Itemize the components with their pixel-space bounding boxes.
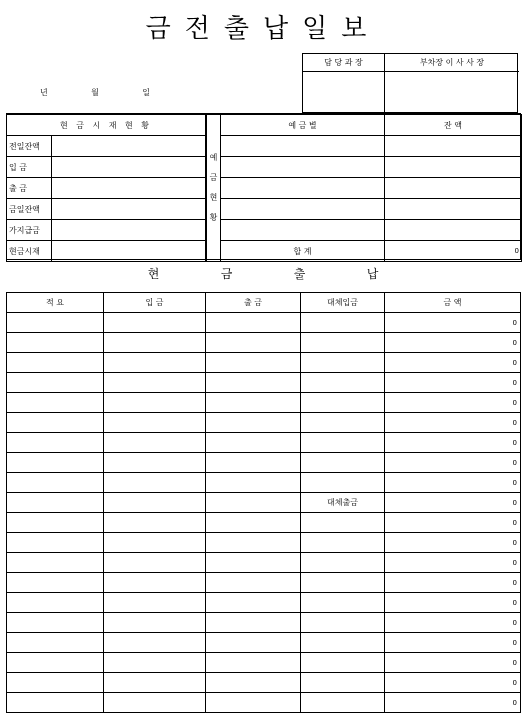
cash-row-label: 출 금	[7, 178, 52, 199]
payment-cell[interactable]	[206, 633, 301, 653]
table-row	[7, 333, 521, 353]
receipt-cell[interactable]	[104, 373, 206, 393]
amount-cell: 0	[385, 633, 521, 653]
payment-cell[interactable]	[206, 573, 301, 593]
table-row	[7, 513, 521, 533]
cashbook-body	[7, 313, 521, 713]
amount-cell: 0	[385, 593, 521, 613]
payment-cell[interactable]	[206, 413, 301, 433]
receipt-cell[interactable]	[104, 453, 206, 473]
approval-box	[302, 53, 518, 113]
receipt-cell[interactable]	[104, 393, 206, 413]
approval-sign-left[interactable]	[303, 72, 385, 114]
table-row	[7, 373, 521, 393]
description-cell[interactable]	[7, 533, 104, 553]
cash-row-label: 전일잔액	[7, 136, 52, 157]
transfer-cell[interactable]	[301, 453, 385, 473]
cash-row-value[interactable]	[52, 220, 206, 241]
transfer-cell[interactable]	[301, 313, 385, 333]
cashbook-title-char: 납	[366, 267, 379, 281]
deposit-kind-cell[interactable]	[221, 220, 385, 241]
page-title: 금전출납일보	[145, 14, 381, 44]
date-month-label: 월	[91, 88, 99, 97]
description-cell[interactable]	[7, 573, 104, 593]
deposit-side-label: 예 금 현 황	[207, 115, 221, 262]
transfer-cell[interactable]	[301, 693, 385, 713]
table-row	[7, 493, 521, 513]
description-cell[interactable]	[7, 433, 104, 453]
table-row	[7, 313, 521, 333]
description-cell[interactable]	[7, 313, 104, 333]
table-row	[7, 393, 521, 413]
description-cell[interactable]	[7, 633, 104, 653]
amount-cell: 0	[385, 533, 521, 553]
payment-cell[interactable]	[206, 673, 301, 693]
table-row	[7, 693, 521, 713]
cashbook-title-char: 금	[220, 267, 233, 281]
deposit-balance-cell[interactable]	[385, 136, 522, 157]
cash-status-table	[6, 114, 206, 262]
payment-cell[interactable]	[206, 553, 301, 573]
table-row	[7, 433, 521, 453]
amount-cell: 0	[385, 393, 521, 413]
col-header-amount: 금 액	[385, 293, 521, 313]
amount-cell: 0	[385, 473, 521, 493]
date-year-label: 년	[40, 88, 48, 97]
col-header-payments: 출 금	[206, 293, 301, 313]
payment-cell[interactable]	[206, 393, 301, 413]
payment-cell[interactable]	[206, 493, 301, 513]
amount-cell: 0	[385, 653, 521, 673]
transfer-cell[interactable]	[301, 353, 385, 373]
amount-cell: 0	[385, 573, 521, 593]
payment-cell[interactable]	[206, 613, 301, 633]
payment-cell[interactable]	[206, 373, 301, 393]
description-cell[interactable]	[7, 453, 104, 473]
transfer-cell[interactable]	[301, 473, 385, 493]
receipt-cell[interactable]	[104, 573, 206, 593]
table-row	[7, 413, 521, 433]
deposit-kind-cell[interactable]	[221, 136, 385, 157]
approval-header-left: 담 당 과 장	[303, 54, 385, 72]
cash-row-label: 가지급금	[7, 220, 52, 241]
deposit-balance-cell[interactable]	[385, 178, 522, 199]
cash-row-label: 현금시재	[7, 241, 52, 262]
transfer-cell[interactable]	[301, 573, 385, 593]
amount-cell: 0	[385, 333, 521, 353]
table-row	[7, 613, 521, 633]
transfer-cell[interactable]	[301, 653, 385, 673]
deposit-balance-cell[interactable]	[385, 199, 522, 220]
transfer-cell[interactable]	[301, 633, 385, 653]
amount-cell: 0	[385, 513, 521, 533]
description-cell[interactable]	[7, 353, 104, 373]
col-header-transfer-in: 대체입금	[301, 293, 385, 313]
receipt-cell[interactable]	[104, 493, 206, 513]
table-row	[7, 593, 521, 613]
cashbook-title-char: 현	[147, 267, 160, 281]
transfer-cell[interactable]	[301, 553, 385, 573]
amount-cell: 0	[385, 433, 521, 453]
amount-cell: 0	[385, 413, 521, 433]
payment-cell[interactable]	[206, 453, 301, 473]
amount-cell: 0	[385, 553, 521, 573]
col-header-description: 적 요	[7, 293, 104, 313]
transfer-cell[interactable]	[301, 673, 385, 693]
receipt-cell[interactable]	[104, 333, 206, 353]
receipt-cell[interactable]	[104, 313, 206, 333]
receipt-cell[interactable]	[104, 353, 206, 373]
description-cell[interactable]	[7, 693, 104, 713]
amount-cell: 0	[385, 353, 521, 373]
approval-header-right: 부차장 이 사 사 장	[385, 54, 519, 72]
payment-cell[interactable]	[206, 513, 301, 533]
receipt-cell[interactable]	[104, 693, 206, 713]
transfer-cell[interactable]	[301, 393, 385, 413]
description-cell[interactable]	[7, 393, 104, 413]
transfer-cell[interactable]	[301, 513, 385, 533]
description-cell[interactable]	[7, 593, 104, 613]
cashbook-table	[6, 292, 521, 713]
deposit-total-value: 0	[385, 241, 522, 262]
deposit-col-header-kind: 예 금 별	[221, 115, 385, 136]
transfer-cell[interactable]	[301, 413, 385, 433]
receipt-cell[interactable]	[104, 653, 206, 673]
receipt-cell[interactable]	[104, 613, 206, 633]
transfer-cell[interactable]	[301, 533, 385, 553]
table-row	[7, 353, 521, 373]
receipt-cell[interactable]	[104, 473, 206, 493]
cash-status-header: 현 금 시 재 현 황	[7, 115, 206, 136]
receipt-cell[interactable]	[104, 413, 206, 433]
amount-cell: 0	[385, 613, 521, 633]
cash-row-label: 금일잔액	[7, 199, 52, 220]
table-row	[7, 473, 521, 493]
status-section	[6, 113, 521, 260]
table-row	[7, 633, 521, 653]
deposit-balance-cell[interactable]	[385, 157, 522, 178]
transfer-cell[interactable]	[301, 373, 385, 393]
transfer-cell[interactable]	[301, 333, 385, 353]
deposit-col-header-balance: 잔 액	[385, 115, 522, 136]
amount-cell: 0	[385, 673, 521, 693]
payment-cell[interactable]	[206, 313, 301, 333]
description-cell[interactable]	[7, 493, 104, 513]
cash-row-value[interactable]	[52, 178, 206, 199]
description-cell[interactable]	[7, 653, 104, 673]
description-cell[interactable]	[7, 553, 104, 573]
table-row	[7, 673, 521, 693]
deposit-kind-cell[interactable]	[221, 157, 385, 178]
deposit-kind-cell[interactable]	[221, 199, 385, 220]
description-cell[interactable]	[7, 613, 104, 633]
payment-cell[interactable]	[206, 473, 301, 493]
amount-cell: 0	[385, 453, 521, 473]
date-day-label: 일	[142, 88, 150, 97]
col-header-receipts: 입 금	[104, 293, 206, 313]
payment-cell[interactable]	[206, 593, 301, 613]
cash-row-value[interactable]	[52, 136, 206, 157]
amount-cell: 0	[385, 373, 521, 393]
cash-row-value[interactable]	[52, 241, 206, 262]
cashbook-title	[0, 265, 526, 282]
cash-row-value[interactable]	[52, 199, 206, 220]
table-row	[7, 453, 521, 473]
transfer-cell[interactable]	[301, 613, 385, 633]
cashbook-title-char: 출	[293, 267, 306, 281]
table-row	[7, 553, 521, 573]
deposit-balance-cell[interactable]	[385, 220, 522, 241]
transfer-cell[interactable]	[301, 593, 385, 613]
table-row	[7, 653, 521, 673]
cash-row-label: 입 금	[7, 157, 52, 178]
payment-cell[interactable]	[206, 333, 301, 353]
description-cell[interactable]	[7, 673, 104, 693]
receipt-cell[interactable]	[104, 533, 206, 553]
deposit-total-label: 합 계	[221, 241, 385, 262]
transfer-cell[interactable]	[301, 433, 385, 453]
receipt-cell[interactable]	[104, 433, 206, 453]
table-row	[7, 533, 521, 553]
deposit-status-table	[206, 114, 522, 262]
deposit-kind-cell[interactable]	[221, 178, 385, 199]
description-cell[interactable]	[7, 373, 104, 393]
description-cell[interactable]	[7, 513, 104, 533]
receipt-cell[interactable]	[104, 553, 206, 573]
payment-cell[interactable]	[206, 533, 301, 553]
receipt-cell[interactable]	[104, 633, 206, 653]
date-line	[40, 87, 150, 98]
receipt-cell[interactable]	[104, 593, 206, 613]
cash-row-value[interactable]	[52, 157, 206, 178]
payment-cell[interactable]	[206, 693, 301, 713]
payment-cell[interactable]	[206, 433, 301, 453]
receipt-cell[interactable]	[104, 513, 206, 533]
description-cell[interactable]	[7, 333, 104, 353]
approval-sign-right[interactable]	[385, 72, 519, 114]
receipt-cell[interactable]	[104, 673, 206, 693]
payment-cell[interactable]	[206, 653, 301, 673]
amount-cell: 0	[385, 493, 521, 513]
payment-cell[interactable]	[206, 353, 301, 373]
transfer-out-label: 대체출금	[301, 493, 385, 513]
amount-cell: 0	[385, 313, 521, 333]
description-cell[interactable]	[7, 413, 104, 433]
description-cell[interactable]	[7, 473, 104, 493]
table-row	[7, 573, 521, 593]
amount-cell: 0	[385, 693, 521, 713]
